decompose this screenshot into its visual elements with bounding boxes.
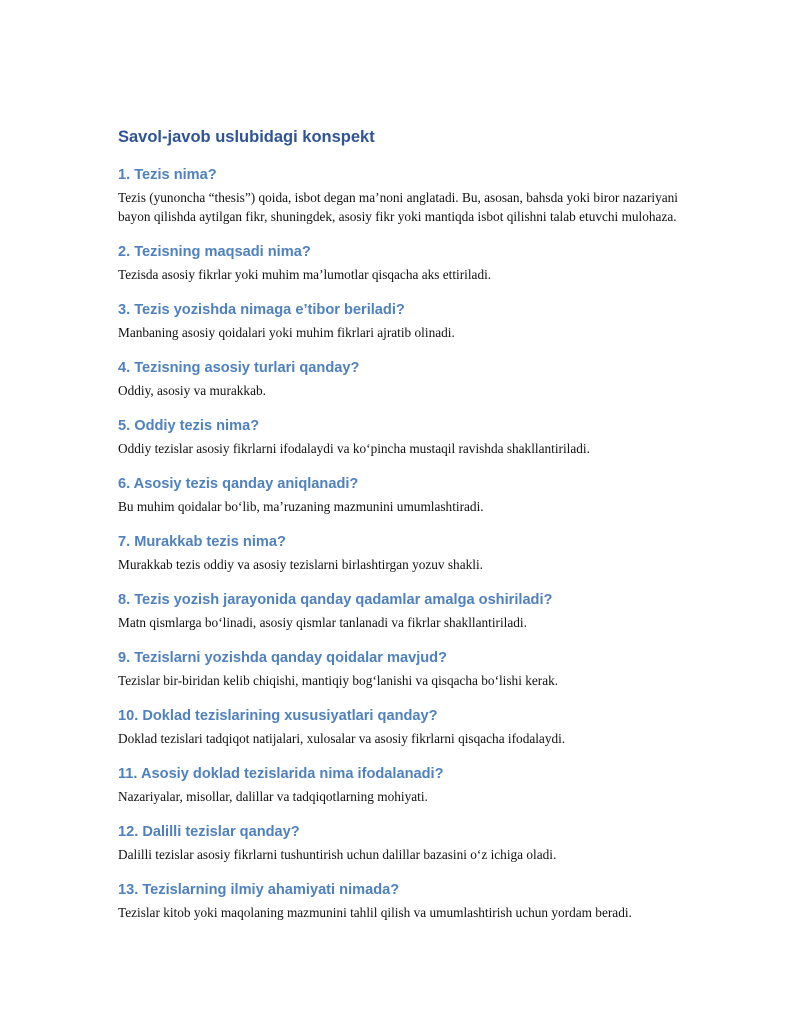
question-heading: 12. Dalilli tezislar qanday? bbox=[118, 824, 300, 840]
question-heading: 1. Tezis nima? bbox=[118, 167, 217, 183]
answer-text: Tezisda asosiy fikrlar yoki muhim ma’lumotlar qisqacha aks ettiriladi. bbox=[118, 267, 492, 282]
answer-text: Tezislar bir-biridan kelib chiqishi, mantiqiy bog‘lanishi va qisqacha bo‘lishi kerak. bbox=[118, 673, 559, 688]
qa-item-10 bbox=[118, 707, 678, 748]
qa-item-5 bbox=[118, 417, 678, 458]
answer-text: Murakkab tezis oddiy va asosiy tezislarni birlashtirgan yozuv shakli. bbox=[118, 557, 483, 572]
qa-item-6 bbox=[118, 475, 678, 516]
answer-text: Oddiy, asosiy va murakkab. bbox=[118, 383, 266, 398]
question-heading: 6. Asosiy tezis qanday aniqlanadi? bbox=[118, 476, 359, 492]
question-heading: 5. Oddiy tezis nima? bbox=[118, 418, 260, 434]
question-heading: 13. Tezislarning ilmiy ahamiyati nimada? bbox=[118, 882, 400, 898]
qa-item-12 bbox=[118, 823, 678, 864]
question-heading: 11. Asosiy doklad tezislarida nima ifodalanadi? bbox=[118, 766, 444, 782]
question-heading: 4. Tezisning asosiy turlari qanday? bbox=[118, 360, 360, 376]
answer-text: Tezis (yunoncha “thesis”) qoida, isbot degan ma’noni anglatadi. Bu, asosan, bahsda yoki biror nazariyani bayon qilishda aytilgan fikr, shuningdek, asosiy fikr yoki mantiqda isbot qilishni talab etuvchi mulohaza. bbox=[118, 190, 678, 224]
qa-item-2 bbox=[118, 243, 678, 284]
qa-item-7 bbox=[118, 533, 678, 574]
answer-text: Tezislar kitob yoki maqolaning mazmunini tahlil qilish va umumlashtirish uchun yordam beradi. bbox=[118, 905, 632, 920]
qa-item-11 bbox=[118, 765, 678, 806]
answer-text: Matn qismlarga bo‘linadi, asosiy qismlar tanlanadi va fikrlar shakllantiriladi. bbox=[118, 615, 527, 630]
qa-item-9 bbox=[118, 649, 678, 690]
qa-item-13 bbox=[118, 881, 678, 922]
qa-item-3 bbox=[118, 301, 678, 342]
question-heading: 7. Murakkab tezis nima? bbox=[118, 534, 286, 550]
document-title: Savol-javob uslubidagi konspekt bbox=[118, 128, 375, 146]
question-heading: 9. Tezislarni yozishda qanday qoidalar mavjud? bbox=[118, 650, 447, 666]
qa-item-8 bbox=[118, 591, 678, 632]
answer-text: Bu muhim qoidalar bo‘lib, ma’ruzaning mazmunini umumlashtiradi. bbox=[118, 499, 484, 514]
qa-item-4 bbox=[118, 359, 678, 400]
answer-text: Doklad tezislari tadqiqot natijalari, xulosalar va asosiy fikrlarni qisqacha ifodalaydi. bbox=[118, 731, 566, 746]
question-heading: 3. Tezis yozishda nimaga e’tibor beriladi? bbox=[118, 302, 405, 318]
question-heading: 10. Doklad tezislarining xususiyatlari qanday? bbox=[118, 708, 438, 724]
answer-text: Manbaning asosiy qoidalari yoki muhim fikrlari ajratib olinadi. bbox=[118, 325, 455, 340]
document-content bbox=[118, 126, 678, 939]
answer-text: Nazariyalar, misollar, dalillar va tadqiqotlarning mohiyati. bbox=[118, 789, 428, 804]
answer-text: Dalilli tezislar asosiy fikrlarni tushuntirish uchun dalillar bazasini o‘z ichiga oladi. bbox=[118, 847, 557, 862]
question-heading: 2. Tezisning maqsadi nima? bbox=[118, 244, 311, 260]
question-heading: 8. Tezis yozish jarayonida qanday qadamlar amalga oshiriladi? bbox=[118, 592, 553, 608]
qa-item-1 bbox=[118, 166, 678, 226]
answer-text: Oddiy tezislar asosiy fikrlarni ifodalaydi va ko‘pincha mustaqil ravishda shakllantiriladi. bbox=[118, 441, 590, 456]
